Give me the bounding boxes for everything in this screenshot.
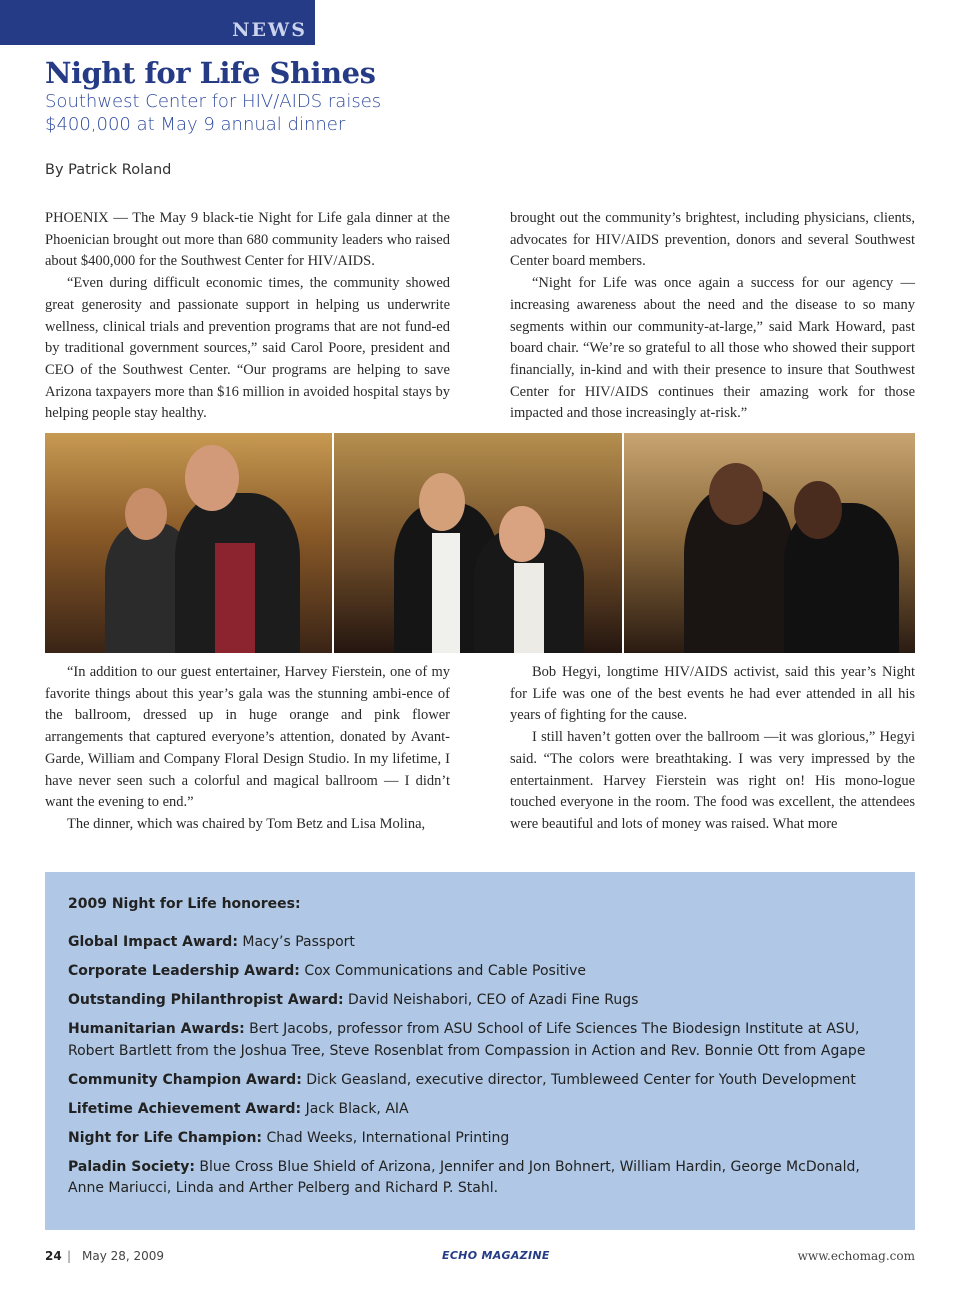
award-name: Outstanding Philanthropist Award: <box>68 992 344 1008</box>
honoree-item <box>68 1128 892 1150</box>
body-column-left-bottom <box>45 662 450 836</box>
body-column-left-top <box>45 208 450 425</box>
page-footer <box>45 1249 915 1267</box>
honoree-item <box>68 1157 892 1200</box>
paragraph: PHOENIX — The May 9 black-tie Night for Life gala dinner at the Phoenician brought out more than 680 community leaders who raised about $400,000 for the Southwest Center for HIV/AIDS. <box>45 210 450 270</box>
footer-separator: | <box>67 1249 72 1263</box>
award-name: Paladin Society: <box>68 1158 195 1175</box>
article-subhead: Southwest Center for HIV/AIDS raises $400,000 at May 9 annual dinner <box>45 91 382 135</box>
award-recipient: David Neishabori, CEO of Azadi Fine Rugs <box>348 992 639 1008</box>
paragraph: “Even during difficult economic times, the community showed great generosity and passionate support in helping us underwrite wellness, clinical trials and prevention programs that are not fund-ed by traditional government sources,” said Carol Poore, president and CEO of the Southwest Center. “Our programs are helping to save Arizona taxpayers more than $16 million in avoided hospital stays by helping people stay healthy. <box>45 275 450 422</box>
award-name: Lifetime Achievement Award: <box>68 1100 302 1117</box>
honoree-item <box>68 961 892 983</box>
award-name: Night for Life Champion: <box>68 1129 263 1146</box>
article-headline: Night for Life Shines <box>45 56 376 90</box>
page-number: 24 <box>45 1249 62 1263</box>
honoree-item <box>68 1070 892 1092</box>
section-banner <box>0 0 315 45</box>
paragraph: I still haven’t gotten over the ballroom —it was glorious,” Hegyi said. “The colors were breathtaking. I was very impressed by the entertainment. Harvey Fierstein was right on! His mono-logue touched everyone in the room. The food was excellent, the attendees were beautiful and lots of money was raised. What more <box>510 729 915 832</box>
honorees-sidebar <box>45 872 915 1230</box>
award-recipient: Chad Weeks, International Printing <box>266 1129 510 1146</box>
issue-date: May 28, 2009 <box>82 1249 165 1263</box>
award-recipient: Cox Communications and Cable Positive <box>304 963 587 979</box>
award-recipient: Blue Cross Blue Shield of Arizona, Jennifer and Jon Bohnert, William Hardin, George McDonald, Anne Mariucci, Linda and Arther Pelberg and Richard P. Stahl. <box>68 1158 860 1196</box>
award-recipient: Bert Jacobs, professor from ASU School of Life Sciences The Biodesign Institute at ASU, Robert Bartlett from the Joshua Tree, Steve Rosenblat from Compassion in Action and Rev. Bonnie Ott from Agape <box>68 1021 866 1059</box>
event-photo-2 <box>332 433 622 653</box>
event-photo-3 <box>622 433 915 653</box>
paragraph: “In addition to our guest entertainer, Harvey Fierstein, one of my favorite things about this year’s gala was the stunning ambi-ence of the ballroom, dressed up in huge orange and pink flower arrangements that captured everyone’s attention, donated by Avant-Garde, William and Company Floral Design Studio. In my lifetime, I have never seen such a colorful and magical ballroom — I didn’t want the evening to end.” <box>45 664 450 811</box>
section-label: NEWS <box>232 19 307 41</box>
honoree-item <box>68 932 892 954</box>
paragraph: brought out the community’s brightest, including physicians, clients, advocates for HIV/AIDS prevention, donors and several Southwest Center board members. <box>510 210 915 270</box>
honorees-title: 2009 Night for Life honorees: <box>68 896 301 912</box>
article-byline: By Patrick Roland <box>45 162 172 178</box>
body-column-right-bottom <box>510 662 915 836</box>
magazine-url[interactable]: www.echomag.com <box>797 1249 915 1263</box>
paragraph: The dinner, which was chaired by Tom Betz and Lisa Molina, <box>67 815 426 832</box>
award-name: Global Impact Award: <box>68 934 238 950</box>
award-recipient: Macy’s Passport <box>242 934 355 950</box>
award-recipient: Dick Geasland, executive director, Tumbleweed Center for Youth Development <box>306 1071 856 1088</box>
paragraph: Bob Hegyi, longtime HIV/AIDS activist, said this year’s Night for Life was one of the best events he had ever attended in all his years of fighting for the cause. <box>510 664 915 724</box>
honoree-item <box>68 1019 892 1062</box>
honoree-item <box>68 1099 892 1121</box>
magazine-name: ECHO MAGAZINE <box>442 1249 550 1262</box>
award-name: Community Champion Award: <box>68 1071 302 1088</box>
award-name: Corporate Leadership Award: <box>68 963 300 979</box>
paragraph: “Night for Life was once again a success for our agency — increasing awareness about the need and the disease to so many segments within our community-at-large,” said Mark Howard, past board chair. “We’re so grateful to all those who showed their support financially, in-kind and with their presence to insure that Southwest Center for HIV/AIDS continues their amazing work for those impacted and those increasingly at-risk.” <box>510 275 915 422</box>
event-photo-1 <box>45 433 332 653</box>
award-name: Humanitarian Awards: <box>68 1021 245 1037</box>
honoree-item <box>68 990 892 1012</box>
photo-strip <box>45 433 915 653</box>
body-column-right-top <box>510 208 915 425</box>
award-recipient: Jack Black, AIA <box>305 1100 409 1117</box>
